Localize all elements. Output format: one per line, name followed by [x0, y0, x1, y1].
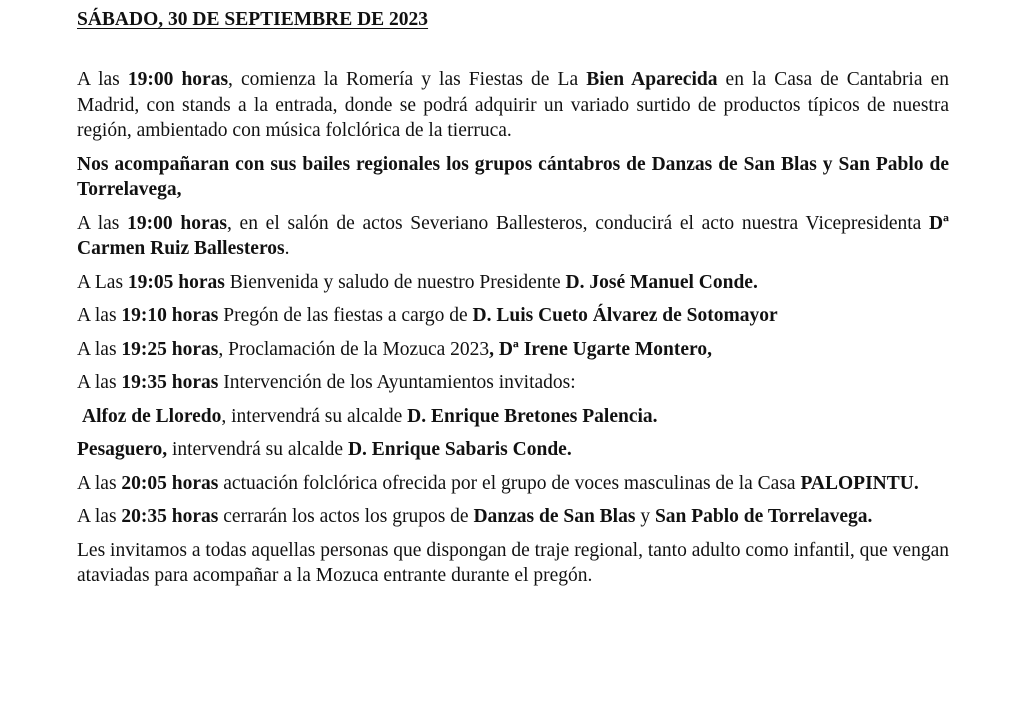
paragraph-romeria — [77, 67, 949, 144]
text: Les invitamos a todas aquellas personas que dispongan de traje regional, tanto adulto como infantil, que vengan ataviadas para acompañar a la Mozuca entrante durante el pregón. — [77, 539, 949, 586]
text: actuación folclórica ofrecida por el grupo de voces masculinas de la Casa — [218, 472, 801, 494]
text: A Las — [77, 271, 128, 293]
group-name-bold: San Pablo de Torrelavega. — [654, 506, 873, 527]
text: . — [284, 238, 290, 259]
event-name-bold: Bien Aparecida — [586, 69, 718, 90]
paragraph-proclamacion — [77, 337, 949, 363]
text: Pregón de las fiestas a cargo de — [218, 305, 473, 326]
text: Intervención de los Ayuntamientos invitados: — [218, 372, 576, 393]
paragraph-actuacion — [77, 471, 949, 497]
text: A las — [77, 506, 122, 527]
text: A las — [77, 472, 122, 494]
text: A las — [77, 212, 128, 234]
text: en la Casa de Cantabria en Madrid, con stands a la entrada, donde se podrá adquirir un variado surtido de productos típicos de nuestra región, ambientado con música folclórica de la tierruca. — [77, 69, 950, 141]
text: A las — [77, 305, 122, 326]
text: A las — [77, 338, 122, 360]
document-page — [77, 7, 949, 597]
paragraph-ayuntamientos — [77, 370, 949, 396]
time-bold: 19:25 horas — [121, 338, 219, 360]
town-name-bold: Pesaguero, — [77, 439, 168, 460]
paragraph-alfoz — [77, 404, 949, 430]
text: A las — [77, 372, 122, 393]
text: y — [635, 506, 655, 527]
text: cerrarán los actos los grupos de — [218, 506, 474, 527]
time-bold: 19:05 horas — [127, 271, 225, 293]
paragraph-invitacion — [77, 538, 949, 589]
person-name-bold: D. José Manuel Conde. — [565, 271, 758, 293]
time-bold: 19:00 horas — [127, 212, 227, 234]
text: , Proclamación de la Mozuca 2023 — [218, 338, 490, 360]
text: , intervendrá su alcalde — [221, 405, 408, 427]
time-bold: 19:00 horas — [127, 69, 229, 90]
text: intervendrá su alcalde — [167, 439, 348, 460]
paragraph-bailes — [77, 152, 949, 203]
group-name-bold: PALOPINTU. — [800, 472, 919, 494]
person-name-bold: D. Enrique Bretones Palencia. — [407, 405, 658, 427]
text: A las — [77, 69, 128, 90]
text: Bienvenida y saludo de nuestro Presidente — [224, 271, 566, 293]
text: , comienza la Romería y las Fiestas de La — [228, 69, 587, 90]
time-bold: 19:35 horas — [121, 372, 219, 393]
person-name-bold: Dª Carmen Ruiz Ballesteros — [77, 212, 949, 259]
paragraph-pesaguero — [77, 437, 949, 463]
bold-text: Nos acompañaran con sus bailes regionales los grupos cántabros de Danzas de San Blas y San Pablo de Torrelavega, — [77, 153, 949, 200]
paragraph-cierre — [77, 504, 949, 530]
paragraph-bienvenida — [77, 270, 949, 296]
time-bold: 20:35 horas — [121, 506, 219, 527]
person-name-bold: , Dª Irene Ugarte Montero, — [489, 338, 712, 360]
person-name-bold: D. Luis Cueto Álvarez de Sotomayor — [472, 305, 778, 326]
paragraph-salon-actos — [77, 211, 949, 262]
date-heading: SÁBADO, 30 DE SEPTIEMBRE DE 2023 — [77, 9, 429, 30]
text: , en el salón de actos Severiano Ballesteros, conducirá el acto nuestra Vicepresidenta — [226, 212, 930, 234]
group-name-bold: Danzas de San Blas — [473, 506, 636, 527]
time-bold: 19:10 horas — [121, 305, 219, 326]
time-bold: 20:05 horas — [121, 472, 219, 494]
paragraph-pregon — [77, 303, 949, 329]
town-name-bold: Alfoz de Lloredo — [82, 405, 222, 427]
person-name-bold: D. Enrique Sabaris Conde. — [347, 439, 572, 460]
